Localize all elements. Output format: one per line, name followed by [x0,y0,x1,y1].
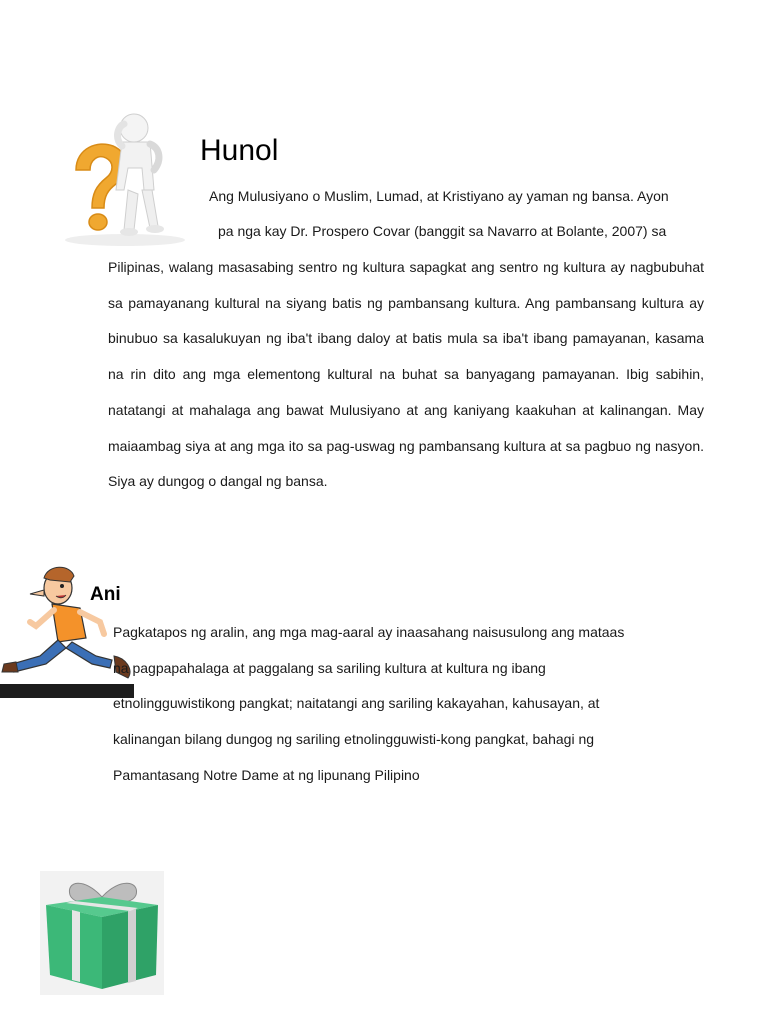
hunol-heading: Hunol [200,134,279,167]
ani-line: kalinangan bilang dungog ng sariling etnolingguwisti-kong pangkat, bahagi ng [113,731,595,748]
ani-line: etnolingguwistikong pangkat; naitatangi ang sariling kakayahan, kahusayan, at [113,695,600,712]
gift-box-icon [40,871,164,995]
ani-line: na pagpapahalaga at paggalang sa sariling kultura at kultura ng ibang [113,659,546,676]
hunol-intro-line-1: Ang Mulusiyano o Muslim, Lumad, at Kristiyano ay yaman ng bansa. Ayon [209,188,669,204]
ani-line: Pagkatapos ng aralin, ang mga mag-aaral ay inaasahang naisusulong ang mataas [113,624,625,640]
ani-line: Pamantasang Notre Dame at ng lipunang Pilipino [113,766,420,783]
hunol-body-paragraph: Pilipinas, walang masasabing sentro ng kultura sapagkat ang sentro ng kultura ay nagbubuhat sa pamayanang kultural na siyang batis ng pambansang kultura. Ang pambansang kultura ay binubuo sa kasalukuyan ng iba't ibang daloy at batis mula sa iba't ibang pamayanan, kasama na rin dito ang mga elementong kultural na buhat sa banyagang pamayanan. Ibig sabihin, natatangi at mahalaga ang bawat Mulusiyano at ang kaniyang kaakuhan at kalinangan. May maiaambag siya at ang mga ito sa pag-uswag ng pambansang kultura at sa pagbuo ng nasyon. Siya ay dungog o dangal ng bansa. [108,259,704,490]
ani-body-paragraph [113,615,653,794]
question-mark-figure-icon [58,108,192,248]
hunol-intro-line-2: pa nga kay Dr. Prospero Covar (banggit sa Navarro at Bolante, 2007) sa [218,223,667,239]
ani-heading: Ani [90,584,121,605]
